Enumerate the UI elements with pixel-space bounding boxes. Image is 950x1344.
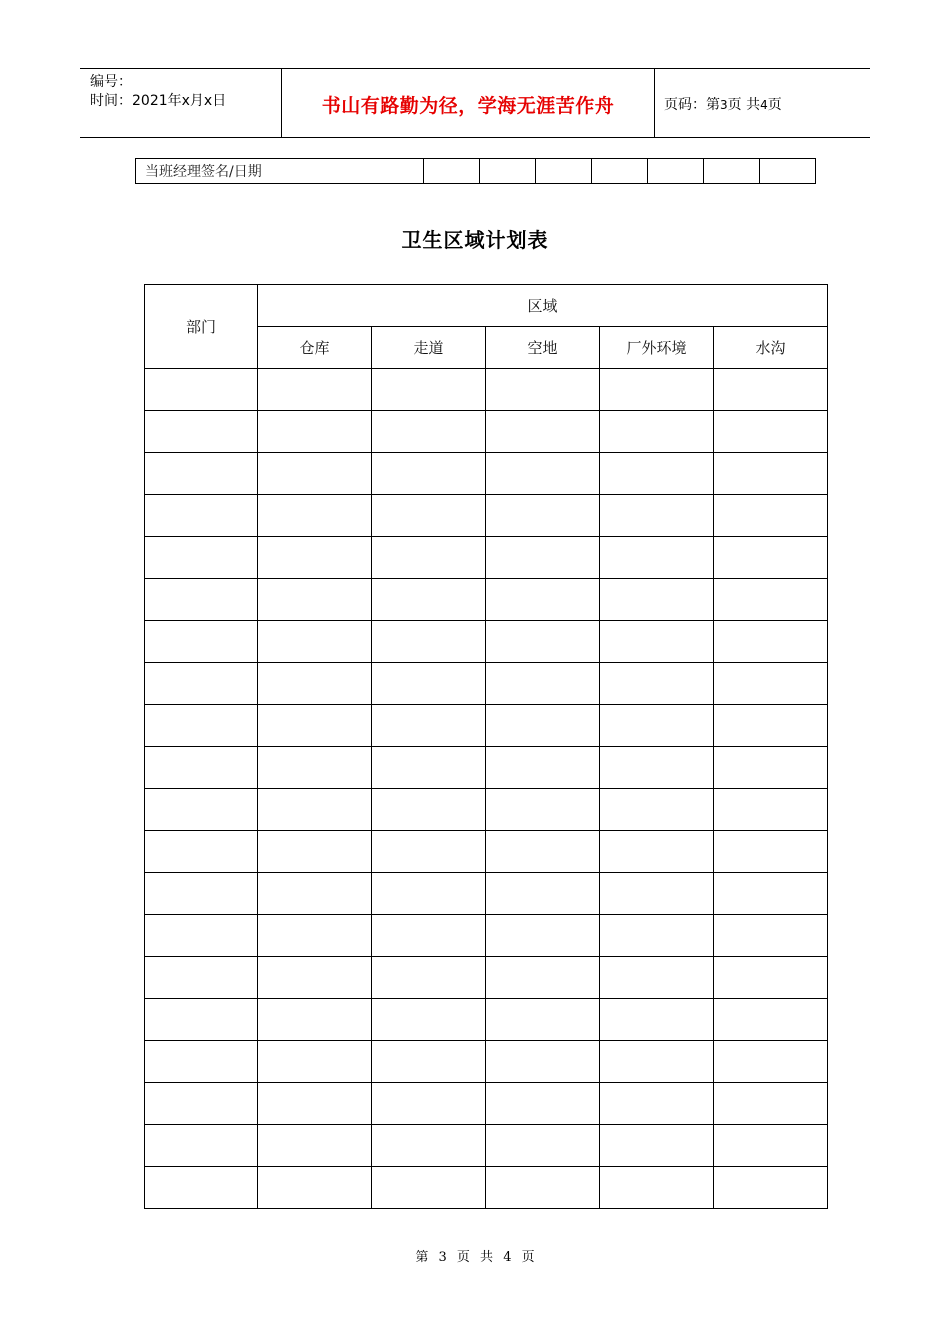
area-cell[interactable] xyxy=(714,1083,828,1125)
area-cell[interactable] xyxy=(258,957,372,999)
area-cell[interactable] xyxy=(714,957,828,999)
area-cell[interactable] xyxy=(600,1041,714,1083)
area-cell[interactable] xyxy=(486,579,600,621)
area-cell[interactable] xyxy=(600,663,714,705)
header-motto: 书山有路勤为径，学海无涯苦作舟 xyxy=(321,95,615,117)
area-cell[interactable] xyxy=(486,873,600,915)
area-cell[interactable] xyxy=(372,1125,486,1167)
table-row xyxy=(145,495,828,537)
area-cell[interactable] xyxy=(600,705,714,747)
dept-cell[interactable] xyxy=(145,1041,258,1083)
table-row xyxy=(145,789,828,831)
area-cell[interactable] xyxy=(714,411,828,453)
page-prefix: 页码：第 xyxy=(664,97,720,113)
table-row xyxy=(145,411,828,453)
area-cell[interactable] xyxy=(372,747,486,789)
dept-cell[interactable] xyxy=(145,453,258,495)
area-cell[interactable] xyxy=(372,369,486,411)
signature-cell[interactable] xyxy=(592,159,648,184)
area-cell[interactable] xyxy=(714,537,828,579)
cleaning-area-table xyxy=(144,284,828,1209)
page-footer: 第 3 页 共 4 页 xyxy=(415,1250,535,1265)
signature-cell[interactable] xyxy=(424,159,480,184)
area-cell[interactable] xyxy=(258,999,372,1041)
area-cell[interactable] xyxy=(258,369,372,411)
area-cell[interactable] xyxy=(600,453,714,495)
area-cell[interactable] xyxy=(600,957,714,999)
area-cell[interactable] xyxy=(486,1125,600,1167)
area-cell[interactable] xyxy=(486,1167,600,1209)
area-cell[interactable] xyxy=(372,915,486,957)
header-divider xyxy=(654,69,655,137)
area-cell[interactable] xyxy=(258,1125,372,1167)
area-cell[interactable] xyxy=(258,831,372,873)
area-cell[interactable] xyxy=(714,789,828,831)
signature-cell[interactable] xyxy=(704,159,760,184)
table-row xyxy=(145,999,828,1041)
serial-label: 编号： xyxy=(90,74,132,90)
area-cell[interactable] xyxy=(258,873,372,915)
dept-cell[interactable] xyxy=(145,705,258,747)
area-cell[interactable] xyxy=(600,579,714,621)
area-cell[interactable] xyxy=(372,663,486,705)
table-row xyxy=(145,957,828,999)
area-cell[interactable] xyxy=(486,957,600,999)
area-cell[interactable] xyxy=(714,495,828,537)
area-cell[interactable] xyxy=(600,873,714,915)
area-cell[interactable] xyxy=(372,873,486,915)
area-cell[interactable] xyxy=(372,1167,486,1209)
area-cell[interactable] xyxy=(600,1083,714,1125)
page-total: 4 xyxy=(760,98,768,112)
area-cell[interactable] xyxy=(486,537,600,579)
dept-cell[interactable] xyxy=(145,831,258,873)
column-header: 空地 xyxy=(486,327,600,369)
area-cell[interactable] xyxy=(372,831,486,873)
dept-cell[interactable] xyxy=(145,1167,258,1209)
column-header: 仓库 xyxy=(258,327,372,369)
document-title: 卫生区域计划表 xyxy=(401,228,549,252)
area-cell[interactable] xyxy=(714,747,828,789)
area-cell[interactable] xyxy=(486,747,600,789)
area-cell[interactable] xyxy=(258,747,372,789)
area-cell[interactable] xyxy=(258,537,372,579)
area-cell[interactable] xyxy=(600,915,714,957)
table-row xyxy=(145,579,828,621)
dept-cell[interactable] xyxy=(145,369,258,411)
table-row xyxy=(145,537,828,579)
area-cell[interactable] xyxy=(600,369,714,411)
time-label: 时间：2021年x月x日 xyxy=(90,93,227,109)
column-header: 走道 xyxy=(372,327,486,369)
area-cell[interactable] xyxy=(486,705,600,747)
area-cell[interactable] xyxy=(372,999,486,1041)
table-body xyxy=(145,369,828,1209)
area-cell[interactable] xyxy=(258,789,372,831)
area-cell[interactable] xyxy=(258,411,372,453)
area-cell[interactable] xyxy=(600,1167,714,1209)
table-row xyxy=(145,621,828,663)
table-row xyxy=(145,747,828,789)
signature-cell[interactable] xyxy=(648,159,704,184)
area-cell[interactable] xyxy=(714,1125,828,1167)
area-cell[interactable] xyxy=(486,1083,600,1125)
page-mid: 页 共 xyxy=(727,97,761,113)
area-cell[interactable] xyxy=(486,369,600,411)
area-cell[interactable] xyxy=(600,1125,714,1167)
table-row xyxy=(145,453,828,495)
area-cell[interactable] xyxy=(486,495,600,537)
dept-header: 部门 xyxy=(145,285,258,369)
header-row xyxy=(145,285,828,327)
area-cell[interactable] xyxy=(600,789,714,831)
page-header xyxy=(80,68,870,138)
table-row xyxy=(145,1083,828,1125)
dept-cell[interactable] xyxy=(145,537,258,579)
area-cell[interactable] xyxy=(258,1041,372,1083)
area-cell[interactable] xyxy=(372,957,486,999)
area-cell[interactable] xyxy=(372,1041,486,1083)
area-cell[interactable] xyxy=(600,747,714,789)
area-cell[interactable] xyxy=(372,537,486,579)
area-cell[interactable] xyxy=(600,999,714,1041)
area-cell[interactable] xyxy=(714,999,828,1041)
dept-cell[interactable] xyxy=(145,957,258,999)
area-cell[interactable] xyxy=(714,663,828,705)
area-cell[interactable] xyxy=(258,453,372,495)
area-cell[interactable] xyxy=(258,663,372,705)
signature-table xyxy=(135,158,816,184)
dept-cell[interactable] xyxy=(145,873,258,915)
column-header: 厂外环境 xyxy=(600,327,714,369)
area-cell[interactable] xyxy=(600,621,714,663)
area-cell[interactable] xyxy=(372,453,486,495)
signature-cell[interactable] xyxy=(760,159,816,184)
page-suffix: 页 xyxy=(767,97,782,113)
signature-cell[interactable] xyxy=(536,159,592,184)
area-cell[interactable] xyxy=(486,915,600,957)
area-header: 区域 xyxy=(258,285,828,327)
table-row xyxy=(145,1041,828,1083)
table-row xyxy=(145,915,828,957)
area-cell[interactable] xyxy=(258,1167,372,1209)
table-row xyxy=(145,1125,828,1167)
area-cell[interactable] xyxy=(714,579,828,621)
dept-cell[interactable] xyxy=(145,789,258,831)
dept-cell[interactable] xyxy=(145,999,258,1041)
area-cell[interactable] xyxy=(714,705,828,747)
area-cell[interactable] xyxy=(600,537,714,579)
table-row xyxy=(145,1167,828,1209)
area-cell[interactable] xyxy=(714,831,828,873)
area-cell[interactable] xyxy=(486,663,600,705)
area-cell[interactable] xyxy=(600,831,714,873)
column-header: 水沟 xyxy=(714,327,828,369)
area-cell[interactable] xyxy=(372,705,486,747)
area-cell[interactable] xyxy=(486,453,600,495)
area-cell[interactable] xyxy=(258,621,372,663)
area-cell[interactable] xyxy=(714,1041,828,1083)
dept-cell[interactable] xyxy=(145,747,258,789)
area-cell[interactable] xyxy=(258,705,372,747)
page-current: 3 xyxy=(720,98,728,112)
table-row xyxy=(145,831,828,873)
area-cell[interactable] xyxy=(486,411,600,453)
area-cell[interactable] xyxy=(714,915,828,957)
area-cell[interactable] xyxy=(258,495,372,537)
area-cell[interactable] xyxy=(372,1083,486,1125)
header-meta xyxy=(90,73,226,111)
dept-cell[interactable] xyxy=(145,663,258,705)
dept-cell[interactable] xyxy=(145,1125,258,1167)
dept-cell[interactable] xyxy=(145,621,258,663)
area-cell[interactable] xyxy=(258,1083,372,1125)
signature-label: 当班经理签名/日期 xyxy=(136,159,424,184)
area-cell[interactable] xyxy=(372,621,486,663)
table-row xyxy=(145,873,828,915)
dept-cell[interactable] xyxy=(145,1083,258,1125)
area-cell[interactable] xyxy=(714,1167,828,1209)
area-cell[interactable] xyxy=(600,411,714,453)
area-cell[interactable] xyxy=(258,579,372,621)
dept-cell[interactable] xyxy=(145,495,258,537)
area-cell[interactable] xyxy=(486,999,600,1041)
dept-cell[interactable] xyxy=(145,579,258,621)
area-cell[interactable] xyxy=(486,789,600,831)
dept-cell[interactable] xyxy=(145,915,258,957)
table-row xyxy=(145,369,828,411)
area-cell[interactable] xyxy=(486,831,600,873)
area-cell[interactable] xyxy=(714,873,828,915)
area-cell[interactable] xyxy=(714,453,828,495)
table-row xyxy=(145,705,828,747)
signature-row xyxy=(136,159,816,184)
area-cell[interactable] xyxy=(372,789,486,831)
area-cell[interactable] xyxy=(714,369,828,411)
dept-cell[interactable] xyxy=(145,411,258,453)
area-cell[interactable] xyxy=(600,495,714,537)
area-cell[interactable] xyxy=(372,495,486,537)
area-cell[interactable] xyxy=(486,621,600,663)
area-cell[interactable] xyxy=(486,1041,600,1083)
table-row xyxy=(145,663,828,705)
area-cell[interactable] xyxy=(714,621,828,663)
area-cell[interactable] xyxy=(372,579,486,621)
area-cell[interactable] xyxy=(258,915,372,957)
area-cell[interactable] xyxy=(372,411,486,453)
signature-cell[interactable] xyxy=(480,159,536,184)
header-page-info xyxy=(664,94,782,114)
